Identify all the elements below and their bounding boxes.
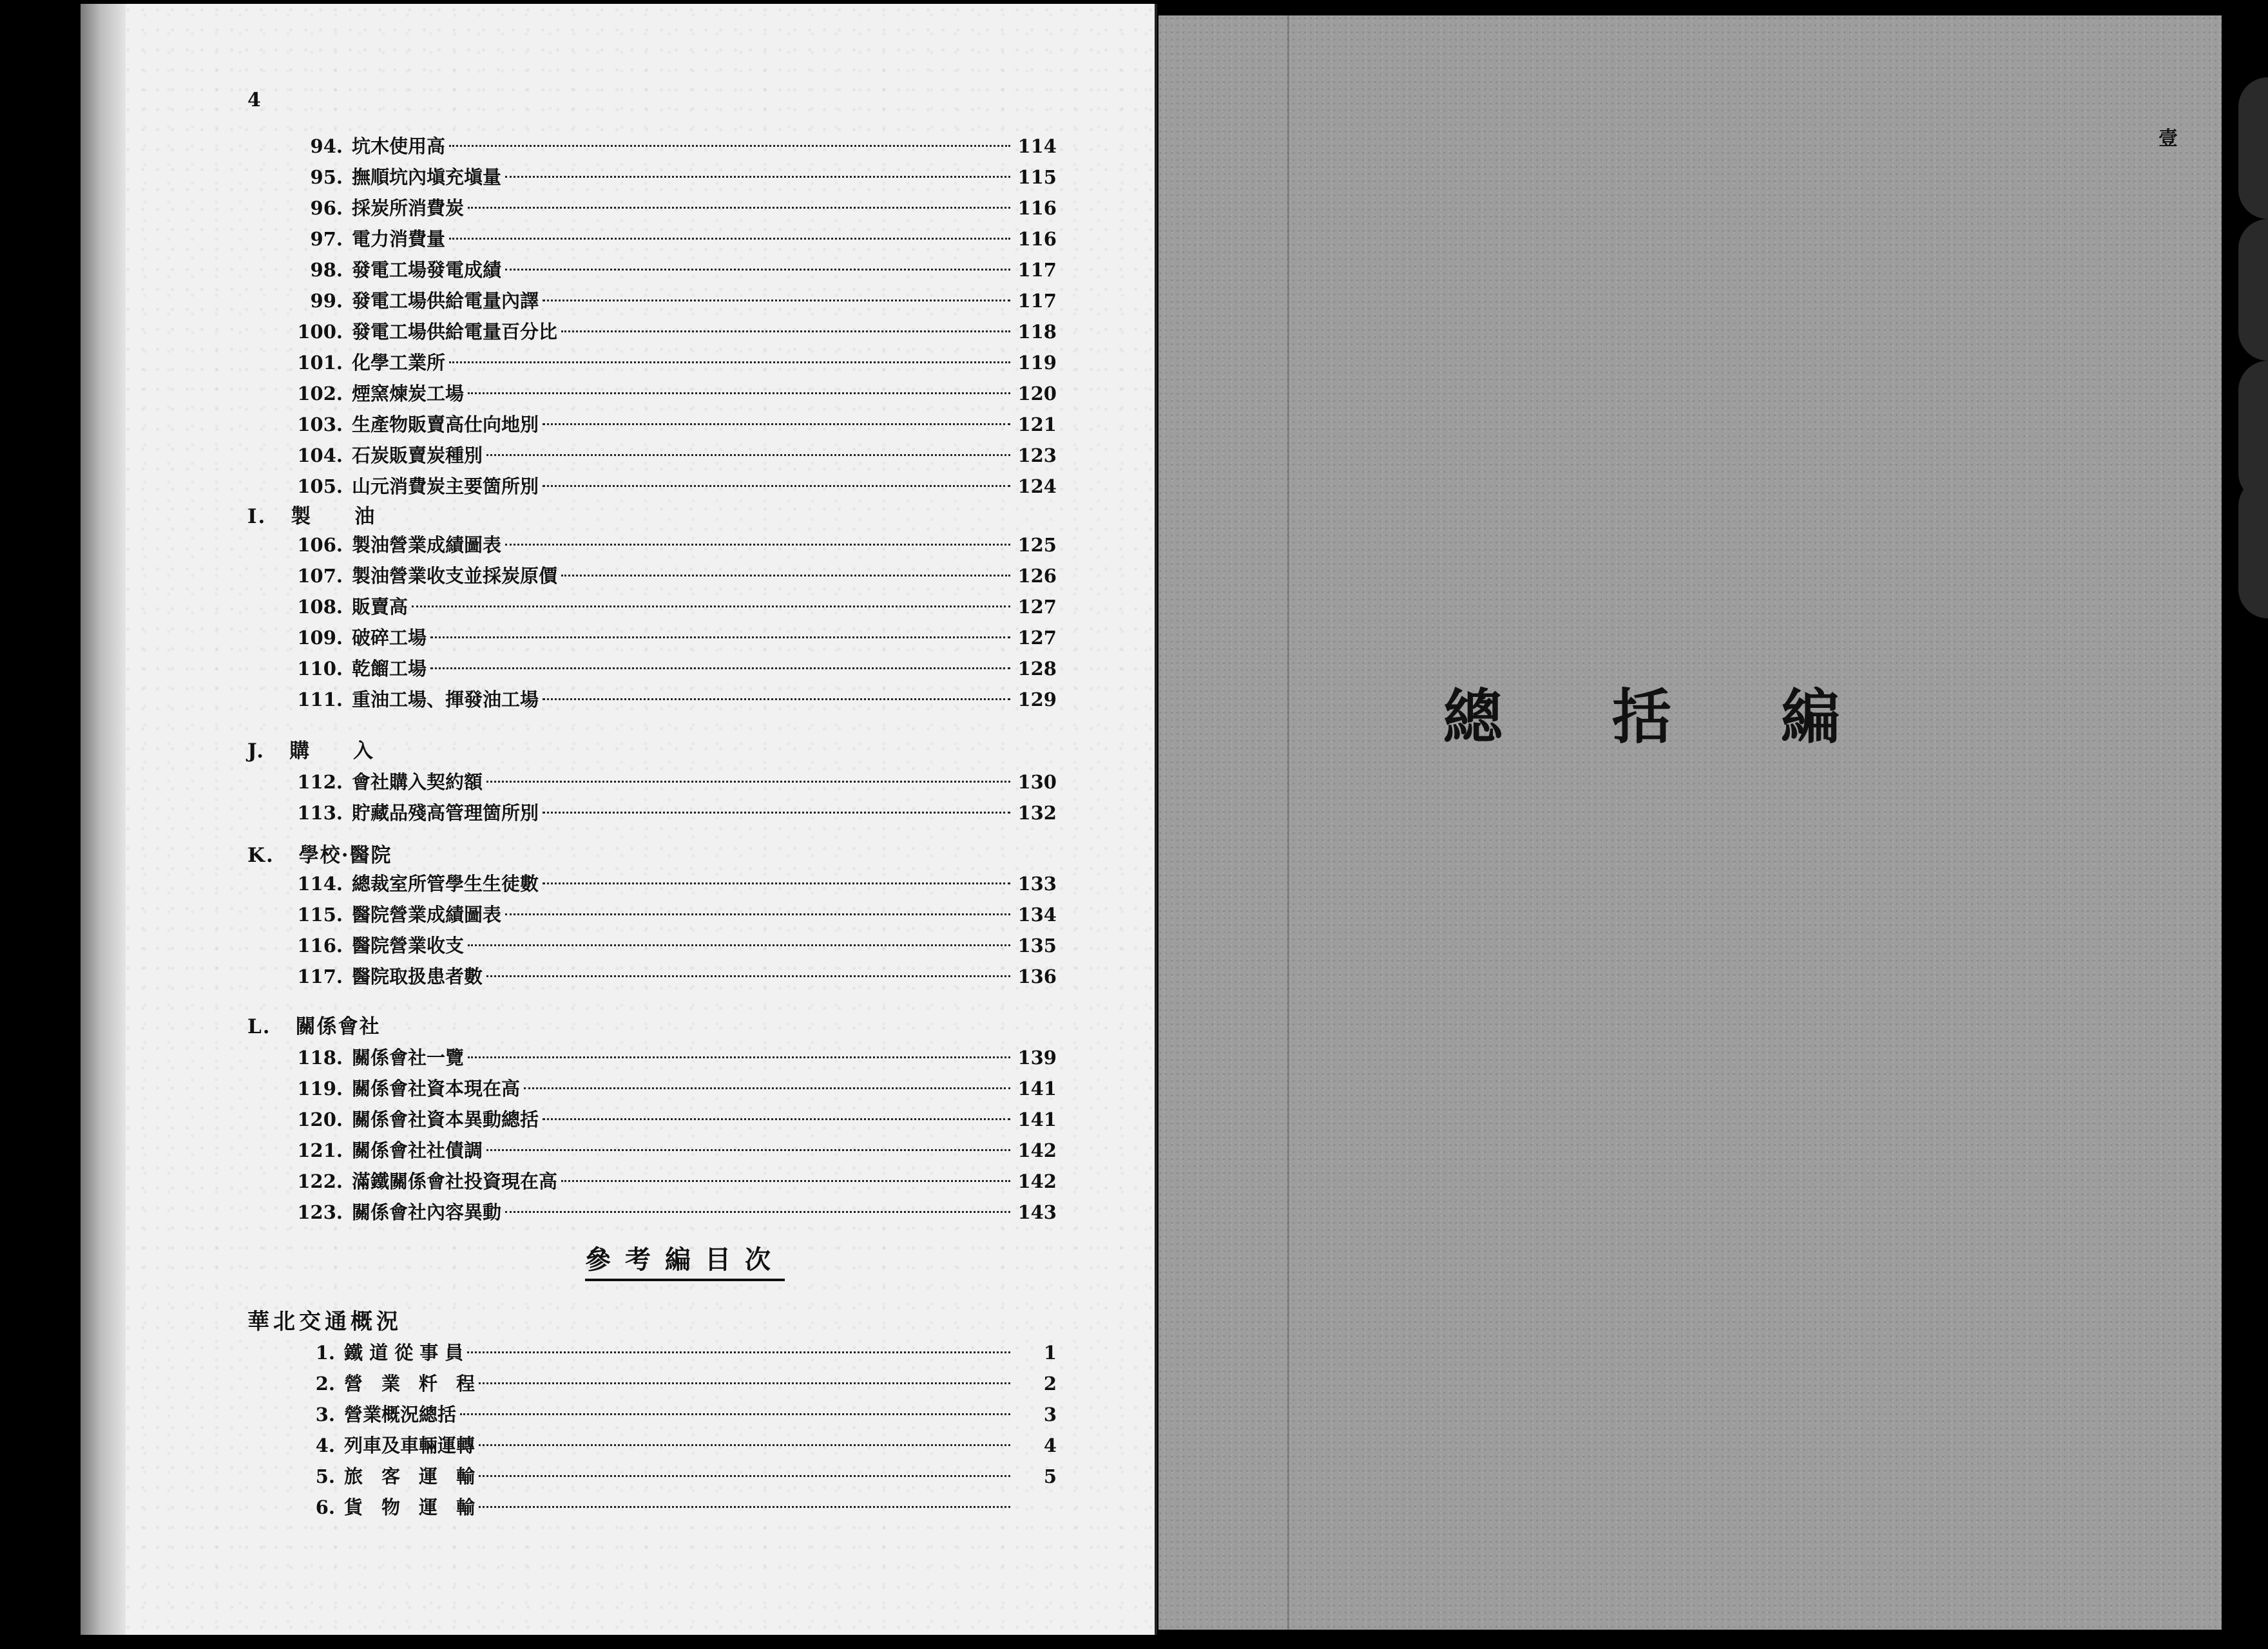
section-letter: L.: [247, 1015, 271, 1038]
entry-number: 109.: [297, 627, 343, 649]
leader-dots: [543, 423, 1010, 425]
entry-page: 136: [1017, 966, 1057, 987]
toc-entry: [271, 1198, 1057, 1226]
section-name: 製 油: [291, 505, 376, 528]
entry-page: 3: [1043, 1404, 1057, 1425]
entry-title: 坑木使用高: [352, 135, 446, 157]
leader-dots: [479, 1475, 1010, 1477]
leader-dots: [505, 1211, 1010, 1213]
entry-title: 破碎工場: [352, 627, 427, 649]
leader-dots: [543, 812, 1010, 814]
entry-page: 143: [1017, 1201, 1057, 1223]
entry-page: 123: [1017, 444, 1057, 466]
entry-page: 142: [1017, 1139, 1057, 1161]
entry-title: 貨 物 運 輸: [344, 1496, 476, 1518]
leader-dots: [479, 1444, 1010, 1446]
leader-dots: [479, 1506, 1010, 1508]
entry-page: 117: [1017, 290, 1057, 312]
toc-entry: [271, 318, 1057, 346]
entry-page: 139: [1017, 1047, 1057, 1069]
entry-page: 133: [1017, 873, 1057, 895]
entry-number: 94.: [310, 135, 343, 157]
entry-title: 發電工場發電成績: [352, 259, 502, 281]
page-edge-shadow: [81, 4, 126, 1635]
entry-page: 126: [1017, 565, 1057, 587]
toc-entry: [271, 624, 1057, 652]
entry-page: 4: [1043, 1435, 1057, 1456]
entry-page: 1: [1043, 1342, 1057, 1364]
leader-dots: [468, 944, 1010, 946]
section-heading: [247, 839, 417, 868]
reference-entry: [296, 1462, 1057, 1489]
entry-page: 114: [1017, 135, 1057, 157]
section-name: 關係會社: [295, 1015, 381, 1038]
section-letter: I.: [247, 505, 267, 528]
leader-dots: [449, 145, 1010, 147]
toc-entry: [271, 287, 1057, 315]
entry-number: 99.: [310, 290, 343, 312]
entry-number: 114.: [297, 873, 343, 895]
entry-page: 124: [1017, 475, 1057, 497]
entry-page: 135: [1017, 935, 1057, 957]
toc-entry: [271, 931, 1057, 960]
leader-dots: [468, 1056, 1010, 1058]
entry-number: 97.: [310, 228, 343, 250]
toc-entry: [271, 1074, 1057, 1103]
entry-number: 122.: [297, 1170, 343, 1192]
entry-number: 96.: [310, 197, 343, 219]
entry-number: 117.: [297, 966, 343, 987]
entry-title: 鐵 道 從 事 員: [344, 1342, 464, 1364]
leader-dots: [468, 392, 1010, 394]
entry-number: 115.: [297, 904, 343, 926]
toc-entry: [271, 225, 1057, 253]
entry-title: 發電工場供給電量百分比: [352, 321, 558, 343]
toc-entry: [271, 799, 1057, 827]
entry-title: 會社購入契約額: [352, 771, 483, 793]
entry-number: 6.: [315, 1496, 335, 1518]
leader-dots: [561, 1180, 1010, 1182]
entry-title: 重油工場、揮發油工場: [352, 689, 539, 710]
entry-page: 128: [1017, 658, 1057, 680]
entry-number: 101.: [297, 352, 343, 374]
entry-page: 121: [1017, 414, 1057, 435]
entry-title: 旅 客 運 輸: [344, 1465, 476, 1487]
toc-entry: [271, 1136, 1057, 1165]
section-name: 學校·醫院: [298, 844, 392, 867]
entry-title: 關係會社資本現在高: [352, 1078, 521, 1100]
entry-title: 醫院營業收支: [352, 935, 465, 957]
leader-dots: [486, 975, 1010, 977]
entry-number: 98.: [310, 259, 343, 281]
entry-title: 販賣高: [352, 596, 408, 618]
leader-dots: [412, 605, 1010, 607]
entry-number: 119.: [297, 1078, 343, 1100]
entry-page: 125: [1017, 534, 1057, 556]
leader-dots: [486, 1149, 1010, 1151]
index-tab: [2238, 477, 2268, 618]
entry-title: 營業概況總括: [344, 1404, 457, 1425]
entry-title: 山元消費炭主要箇所別: [352, 475, 539, 497]
leader-dots: [505, 269, 1010, 271]
entry-title: 石炭販賣炭種別: [352, 444, 483, 466]
toc-entry: [271, 194, 1057, 222]
toc-entry: [271, 410, 1057, 439]
fold-line: [1287, 15, 1289, 1630]
entry-number: 110.: [297, 658, 343, 680]
entry-number: 103.: [297, 414, 343, 435]
leader-dots: [449, 238, 1010, 240]
toc-entry: [271, 348, 1057, 377]
entry-page: 127: [1017, 627, 1057, 649]
entry-title: 關係會社資本異動總括: [352, 1109, 539, 1130]
entry-number: 3.: [315, 1404, 335, 1425]
entry-title: 製油營業收支並採炭原價: [352, 565, 558, 587]
entry-title: 貯藏品殘高管理箇所別: [352, 802, 539, 824]
entry-number: 5.: [315, 1465, 335, 1487]
leader-dots: [543, 485, 1010, 487]
leader-dots: [543, 698, 1010, 700]
leader-dots: [505, 913, 1010, 915]
index-tab: [2238, 77, 2268, 219]
entry-number: 95.: [310, 166, 343, 188]
section-heading: [247, 500, 400, 529]
entry-number: 108.: [297, 596, 343, 618]
toc-entry: [271, 163, 1057, 191]
toc-entry: [271, 256, 1057, 284]
entry-number: 121.: [297, 1139, 343, 1161]
toc-entry: [271, 1105, 1057, 1134]
entry-number: 2.: [315, 1373, 335, 1395]
entry-number: 102.: [297, 383, 343, 405]
entry-number: 105.: [297, 475, 343, 497]
section-name: 購 入: [289, 739, 375, 763]
toc-entry: [271, 1044, 1057, 1072]
entry-title: 煙窯煉炭工場: [352, 383, 465, 405]
entry-number: 113.: [297, 802, 343, 824]
entry-page: 120: [1017, 383, 1057, 405]
toc-entry: [271, 962, 1057, 991]
entry-title: 化學工業所: [352, 352, 446, 374]
entry-title: 乾餾工場: [352, 658, 427, 680]
reference-entry: [296, 1431, 1057, 1458]
toc-entry: [271, 901, 1057, 929]
leader-dots: [467, 1351, 1010, 1353]
entry-page: 141: [1017, 1078, 1057, 1100]
entry-number: 112.: [297, 771, 343, 793]
entry-page: 116: [1017, 228, 1057, 250]
leader-dots: [460, 1413, 1010, 1415]
leader-dots: [505, 544, 1010, 546]
index-tab: [2238, 219, 2268, 361]
entry-number: 100.: [297, 321, 343, 343]
entry-title: 發電工場供給電量內譯: [352, 290, 539, 312]
entry-number: 4.: [315, 1435, 335, 1456]
entry-title: 關係會社一覽: [352, 1047, 465, 1069]
leader-dots: [561, 575, 1010, 577]
leader-dots: [486, 454, 1010, 456]
leader-dots: [543, 300, 1010, 301]
tab-label: 壹: [2158, 128, 2178, 150]
entry-page: 127: [1017, 596, 1057, 618]
entry-title: 醫院取扱患者數: [352, 966, 483, 987]
toc-entry: [271, 531, 1057, 559]
entry-number: 111.: [297, 689, 343, 710]
leader-dots: [543, 882, 1010, 884]
reference-entry: [296, 1339, 1057, 1365]
leader-dots: [479, 1382, 1010, 1384]
leader-dots: [486, 781, 1010, 783]
section-heading: [247, 734, 399, 763]
reference-entry: [296, 1493, 1057, 1520]
entry-page: 2: [1043, 1373, 1057, 1395]
leader-dots: [524, 1087, 1010, 1089]
entry-page: 142: [1017, 1170, 1057, 1192]
entry-number: 123.: [297, 1201, 343, 1223]
entry-title: 醫院營業成績圖表: [352, 904, 502, 926]
section-letter: K.: [247, 844, 274, 867]
section-letter: J.: [247, 739, 265, 763]
leader-dots: [430, 667, 1010, 669]
section-heading: [247, 1010, 405, 1039]
page-number: 4: [247, 89, 261, 111]
entry-title: 撫順坑內塡充塡量: [352, 166, 502, 188]
toc-entry: [271, 472, 1057, 500]
toc-entry: [271, 654, 1057, 683]
entry-number: 104.: [297, 444, 343, 466]
toc-entry: [271, 593, 1057, 621]
toc-entry: [271, 132, 1057, 160]
reference-entry: [296, 1400, 1057, 1427]
toc-entry: [271, 768, 1057, 796]
entry-title: 生產物販賣高仕向地別: [352, 414, 539, 435]
toc-entry: [271, 441, 1057, 470]
entry-page: 117: [1017, 259, 1057, 281]
reference-title: 參考編目次: [585, 1239, 785, 1281]
entry-title: 總裁室所管學生生徒數: [352, 873, 539, 895]
entry-title: 關係會社內容異動: [352, 1201, 502, 1223]
entry-number: 120.: [297, 1109, 343, 1130]
entry-page: 141: [1017, 1109, 1057, 1130]
leader-dots: [430, 636, 1010, 638]
entry-page: 132: [1017, 802, 1057, 824]
entry-number: 116.: [297, 935, 343, 957]
reference-entry: [296, 1369, 1057, 1396]
entry-page: 119: [1017, 352, 1057, 374]
entry-title: 營 業 粁 程: [344, 1373, 476, 1395]
entry-number: 118.: [297, 1047, 343, 1069]
toc-entry: [271, 379, 1057, 408]
entry-page: 129: [1017, 689, 1057, 710]
toc-entry: [271, 1167, 1057, 1196]
toc-entry: [271, 562, 1057, 590]
entry-title: 電力消費量: [352, 228, 446, 250]
entry-page: 115: [1017, 166, 1057, 188]
entry-page: 5: [1043, 1465, 1057, 1487]
leader-dots: [468, 207, 1010, 209]
leader-dots: [561, 330, 1010, 332]
reference-heading: 華北交通概況: [247, 1309, 402, 1335]
entry-title: 滿鐵關係會社投資現在高: [352, 1170, 558, 1192]
entry-title: 採炭所消費炭: [352, 197, 465, 219]
entry-page: 134: [1017, 904, 1057, 926]
leader-dots: [543, 1118, 1010, 1120]
entry-page: 130: [1017, 771, 1057, 793]
entry-page: 118: [1017, 321, 1057, 343]
toc-entry: [271, 870, 1057, 898]
entry-title: 製油營業成績圖表: [352, 534, 502, 556]
leader-dots: [449, 361, 1010, 363]
leader-dots: [505, 176, 1010, 178]
entry-title: 關係會社社債調: [352, 1139, 483, 1161]
entry-number: 106.: [297, 534, 343, 556]
right-page: [1158, 15, 2222, 1630]
section-title: 總括編: [1443, 682, 1950, 752]
entry-number: 1.: [315, 1342, 335, 1364]
entry-page: 116: [1017, 197, 1057, 219]
entry-number: 107.: [297, 565, 343, 587]
toc-entry: [271, 685, 1057, 714]
entry-title: 列車及車輛運轉: [344, 1435, 476, 1456]
